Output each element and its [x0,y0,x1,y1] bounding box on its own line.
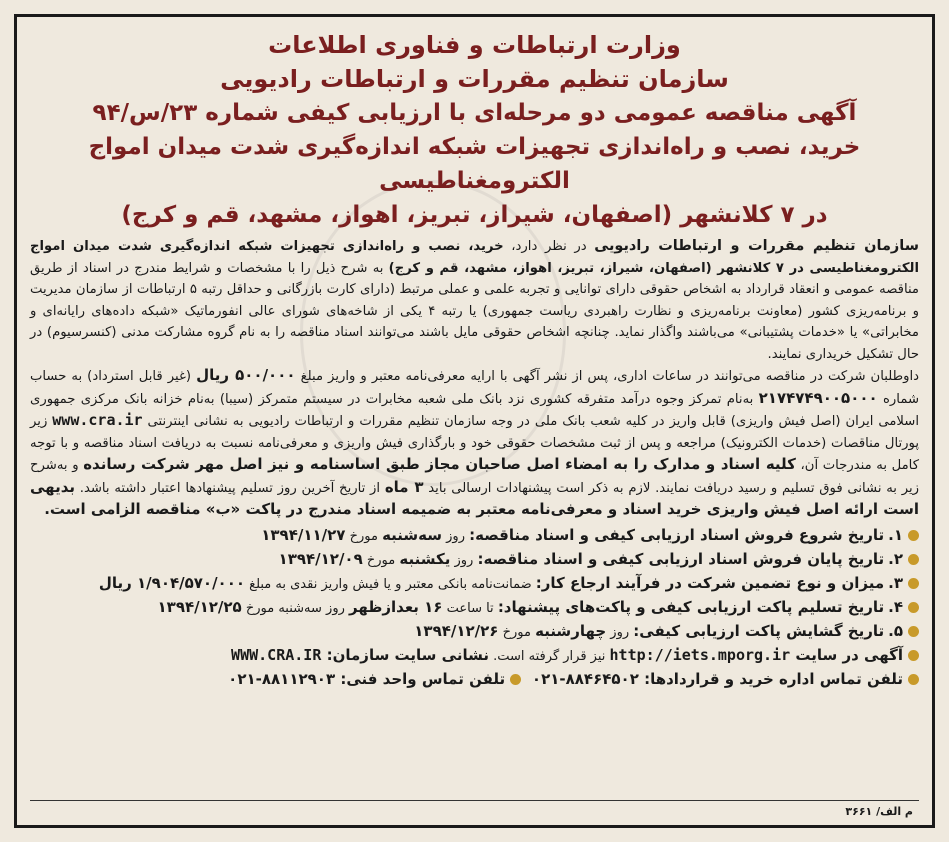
org-website-link[interactable]: WWW.CRA.IR [231,645,322,664]
schedule-item-day: یکشنبه [399,549,451,568]
schedule-item-mid: مورخ [345,528,383,544]
instr-e: و به‌شرح زیر به نشانی فوق تسلیم و رسید دریافت نمایند. لازم به ذکر است پیشنهادات ارسالی باید [30,458,920,496]
procurement-phone-label: تلفن تماس اداره خرید و قراردادها: [638,669,903,688]
instr-d: زیر پورتال مناقصات (خدمات الکترونیک) مراجعه و پس از ثبت مشخصات حقوقی خود و بارگذاری فیش واریزی و معرفی‌نامه نسبت به دریافت اسناد مناقصه و با توجه کامل به مندرجات آن، [30,414,919,473]
schedule-item [30,620,919,644]
schedule-item [30,524,919,548]
schedule-item-pre: ضمانت‌نامه بانکی معتبر و یا فیش واریز نقدی به مبلغ [245,576,536,592]
schedule-item-mid: مورخ [362,552,400,568]
schedule-item-date: ۱۳۹۴/۱۱/۲۷ [261,525,346,544]
schedule-item-mid: مورخ [498,624,536,640]
schedule-item-pre: روز [606,624,634,640]
technical-phone-label: تلفن تماس واحد فنی: [335,669,506,688]
cra-website-link[interactable]: www.cra.ir [52,411,143,429]
bullet-icon [908,650,919,661]
footer-divider [30,800,919,801]
schedule-item-date: ۱۳۹۴/۱۲/۲۶ [414,621,499,640]
tender-cities: در ۷ کلانشهر (اصفهان، شیراز، تبریز، اهواز، مشهد، قم و کرج) [121,202,828,228]
schedule-item-pre: روز [450,552,478,568]
schedule-item-label: تاریخ پایان فروش اسناد ارزیابی کیفی و اسناد مناقصه: [477,549,885,568]
schedule-item-pre: تا ساعت [442,600,498,616]
tender-ad [30,28,919,691]
ministry-name: وزارت ارتباطات و فناوری اطلاعات [268,31,681,59]
tender-notice-title: آگهی مناقصه عمومی دو مرحله‌ای با ارزیابی کیفی شماره ۲۳/س/۹۴ [92,100,857,126]
schedule-item-date: ۱/۹۰۴/۵۷۰/۰۰۰ ریال [98,573,246,592]
bullet-icon [908,626,919,637]
technical-phone: ۰۲۱-۸۸۱۱۲۹۰۳ [228,669,336,688]
schedule-item-date: ۱۳۹۴/۱۲/۲۵ [157,597,242,616]
schedule-item-day: چهارشنبه [535,621,607,640]
schedule-item-pre: روز [442,528,470,544]
bullet-icon [510,674,521,685]
iets-website-link[interactable]: http://iets.mporg.ir [609,645,791,664]
schedule-item-number: ۴. [888,597,903,616]
schedule-item-number: ۲. [888,549,903,568]
procurement-phone: ۰۲۱-۸۸۴۶۴۵۰۲ [531,669,639,688]
schedule-item-mid: روز سه‌شنبه مورخ [241,600,350,616]
instr-b: (غیر قابل استرداد) به حساب شماره [30,369,919,407]
schedule-list [30,524,919,644]
schedule-item [30,572,919,596]
paragraph-intro [30,236,919,365]
receipt-requirement: بدیهی است ارائه اصل فیش واریزی خرید اسناد و معرفی‌نامه معتبر به ضمیمه اسناد مندرج در پاکت «ب» مناقصه الزامی است. [30,477,919,518]
notice-site-text: نیز قرار گرفته است. [489,648,610,664]
schedule-item-label: تاریخ شروع فروش اسناد ارزیابی کیفی و اسناد مناقصه: [469,525,885,544]
notice-site-label: آگهی در سایت [790,645,903,664]
organization-name: سازمان تنظیم مقررات و ارتباطات رادیویی [220,65,729,93]
schedule-item [30,596,919,620]
bullet-icon [908,530,919,541]
bullet-icon [908,602,919,613]
schedule-item-day: ۱۶ بعدازظهر [349,597,443,616]
fee-amount: ۵۰۰/۰۰۰ ریال [196,366,296,384]
bullet-icon [908,578,919,589]
schedule-item-label: میزان و نوع تضمین شرکت در فرآیند ارجاع کار: [535,573,885,592]
schedule-item [30,548,919,572]
instr-a: داوطلبان شرکت در مناقصه می‌توانند در ساعات اداری، پس از نشر آگهی با ارایه معرفی‌نامه معتبر و واریز مبلغ [295,369,919,384]
contacts-line [30,668,919,691]
schedule-item-label: تاریخ تسلیم پاکت ارزیابی کیفی و پاکت‌های پیشنهاد: [497,597,885,616]
intro-subject: خرید، نصب و راه‌اندازی تجهیزات شبکه اندازه‌گیری شدت میدان امواج الکترومغناطیسی در ۷ کلانشهر (اصفهان، شیراز، تبریز، اهواز، مشهد، قم و کرج) [30,239,919,276]
instr-f: از تاریخ آخرین روز تسلیم پیشنهادها اعتبار داشته باشد. [75,480,385,496]
bullet-icon [908,554,919,565]
tender-subject: خرید، نصب و راه‌اندازی تجهیزات شبکه اندازه‌گیری شدت میدان امواج الکترومغناطیسی [88,134,861,194]
schedule-item-date: ۱۳۹۴/۱۲/۰۹ [278,549,363,568]
intro-mid: در نظر دارد، [503,239,595,254]
bullet-icon [908,674,919,685]
signature-requirement: کلیه اسناد و مدارک را به امضاء اصل صاحبان مجاز طبق اساسنامه و نیز اصل مهر شرکت رسانده [83,455,796,473]
schedule-item-day: سه‌شنبه [382,525,443,544]
account-number: ۲۱۷۴۷۴۹۰۰۵۰۰۰ [758,388,878,407]
ad-header [30,28,919,232]
validity-period: ۳ ماه [384,477,424,496]
schedule-item-number: ۵. [888,621,903,640]
notice-site-line [30,644,919,668]
paragraph-instructions [30,365,919,522]
org-site-label: نشانی سایت سازمان: [321,645,489,664]
intro-rest: به شرح ذیل را با مشخصات و شرایط مندرج در اسناد از طریق مناقصه عمومی و انعقاد قرارداد به اشخاص حقوقی دارای توانایی و تجربه علمی و عملی مرتبط (دارای کارت بازرگانی و حداقل رتبه ۵ ارتباطات از سازمان مدیریت و برنامه‌ریزی کشور (معاونت برنامه‌ریزی و نظارت راهبردی ریاست جمهوری) یا رتبه ۴ یکی از شاخه‌های شورای عالی انفورماتیک «شبکه داده‌های رایانه‌ای و مخابراتی» یا «خدمات پشتیبانی» می‌باشند واگذار نماید. چنانچه اشخاص حقوقی مایل باشند می‌توانند اسناد مناقصه را به نام گروه مشارکت مدنی (کنسرسیوم) در حال تشکیل خریداری نمایند. [30,260,920,362]
schedule-item-number: ۳. [888,573,903,592]
schedule-item-number: ۱. [888,525,903,544]
intro-lead: سازمان تنظیم مقررات و ارتباطات رادیویی [594,238,919,254]
ad-reference-code: م الف/ ۳۶۶۱ [845,805,913,818]
schedule-item-label: تاریخ گشایش پاکت ارزیابی کیفی: [633,621,885,640]
instr-c: به‌نام تمرکز وجوه درآمد متفرقه کشوری نزد بانک ملی شعبه مخابرات در سیستم متمرکز (سیبا) به‌نام خزانه بانک مرکزی جمهوری اسلامی ایران (اصل فیش واریزی) قابل واریز در کلیه شعب بانک ملی در وجه سازمان تنظیم مقررات و ارتباطات رادیویی به نشانی اینترنتی [30,391,920,429]
